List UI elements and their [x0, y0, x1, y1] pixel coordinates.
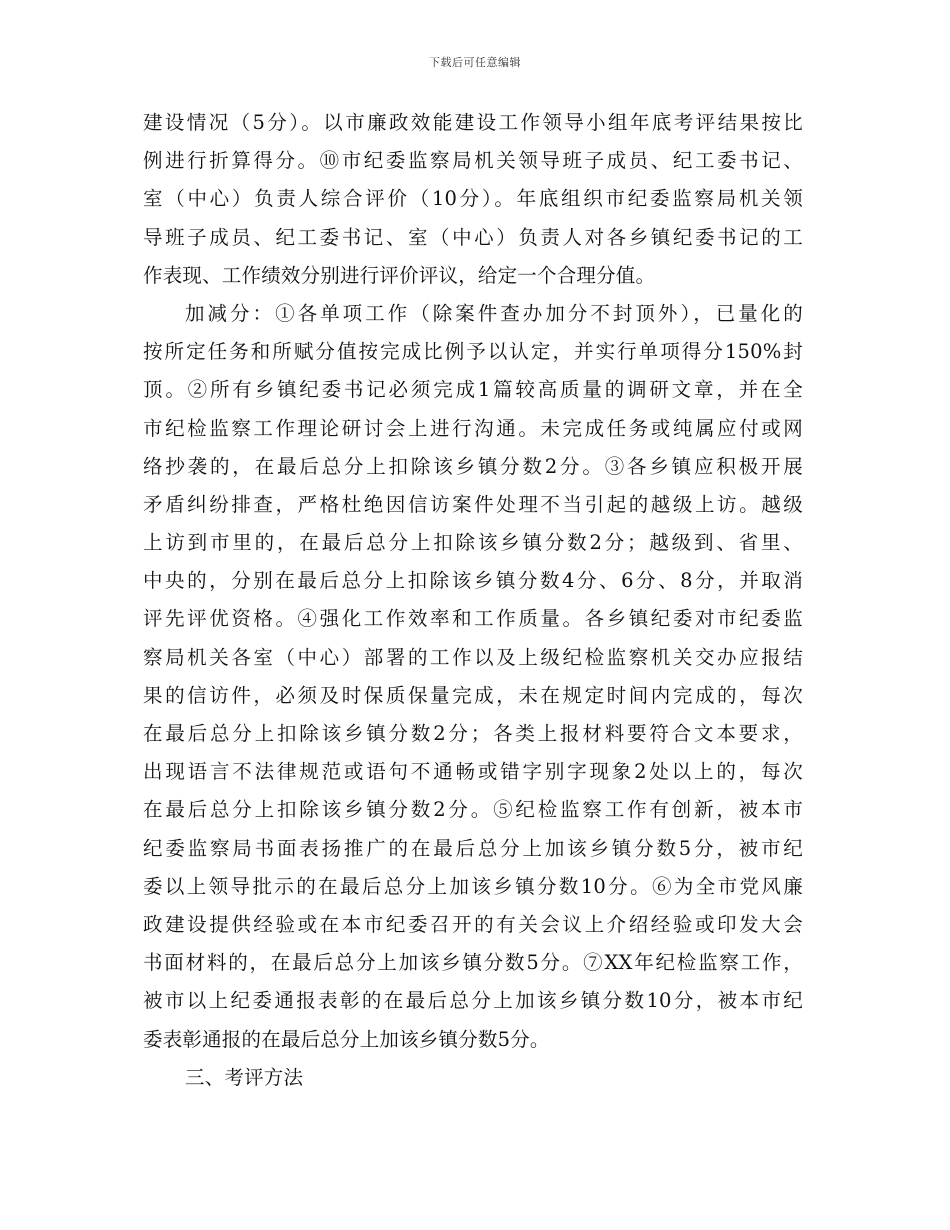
text-line: 在最后总分上扣除该乡镇分数2分；各类上报材料要符合文本要求，	[143, 722, 803, 745]
text-line: 政建设提供经验或在本市纪委召开的有关会议上介绍经验或印发大会	[143, 912, 803, 936]
text-line: 络抄袭的，在最后总分上扣除该乡镇分数2分。③各乡镇应积极开展	[143, 454, 803, 478]
text-line: 察局机关各室（中心）部署的工作以及上级纪检监察机关交办应报结	[143, 645, 803, 669]
text-line: 按所定任务和所赋分值按完成比例予以认定，并实行单项得分150%封	[143, 340, 803, 364]
text-line: 委以上领导批示的在最后总分上加该乡镇分数10分。⑥为全市党风廉	[143, 874, 803, 898]
text-line: 导班子成员、纪工委书记、室（中心）负责人对各乡镇纪委书记的工	[143, 225, 803, 249]
text-line: 顶。②所有乡镇纪委书记必须完成1篇较高质量的调研文章，并在全	[143, 378, 803, 402]
text-line: 纪委监察局书面表扬推广的在最后总分上加该乡镇分数5分，被市纪	[143, 836, 803, 860]
text-line: 作表现、工作绩效分别进行评价评议，给定一个合理分值。	[143, 263, 656, 287]
text-line: 中央的，分别在最后总分上扣除该乡镇分数4分、6分、8分，并取消	[143, 569, 803, 593]
text-line: 书面材料的，在最后总分上加该乡镇分数5分。⑦XX年纪检监察工作，	[143, 951, 803, 975]
text-line: 加减分：①各单项工作（除案件查办加分不封顶外），已量化的	[185, 301, 803, 325]
text-line: 例进行折算得分。⑩市纪委监察局机关领导班子成员、纪工委书记、	[143, 149, 803, 173]
text-line: 评先评优资格。④强化工作效率和工作质量。各乡镇纪委对市纪委监	[143, 607, 803, 631]
text-line: 市纪检监察工作理论研讨会上进行沟通。未完成任务或纯属应付或网	[143, 416, 803, 440]
document-body	[143, 104, 803, 1097]
text-line: 室（中心）负责人综合评价（10分）。年底组织市纪委监察局机关领	[143, 187, 803, 211]
text-line: 果的信访件，必须及时保质保量完成，未在规定时间内完成的，每次	[143, 683, 803, 707]
text-line: 上访到市里的，在最后总分上扣除该乡镇分数2分；越级到、省里、	[143, 531, 803, 555]
text-line: 建设情况（5分）。以市廉政效能建设工作领导小组年底考评结果按比	[143, 111, 803, 134]
text-line: 委表彰通报的在最后总分上加该乡镇分数5分。	[143, 1027, 550, 1051]
text-line: 矛盾纠纷排查，严格杜绝因信访案件处理不当引起的越级上访。越级	[143, 492, 803, 516]
text-line: 出现语言不法律规范或语句不通畅或错字别字现象2处以上的，每次	[143, 760, 803, 784]
text-line: 被市以上纪委通报表彰的在最后总分上加该乡镇分数10分，被本市纪	[143, 989, 803, 1013]
page-header: 下载后可任意编辑	[429, 56, 521, 69]
text-line: 在最后总分上扣除该乡镇分数2分。⑤纪检监察工作有创新，被本市	[143, 798, 803, 822]
text-line: 三、考评方法	[185, 1065, 304, 1089]
